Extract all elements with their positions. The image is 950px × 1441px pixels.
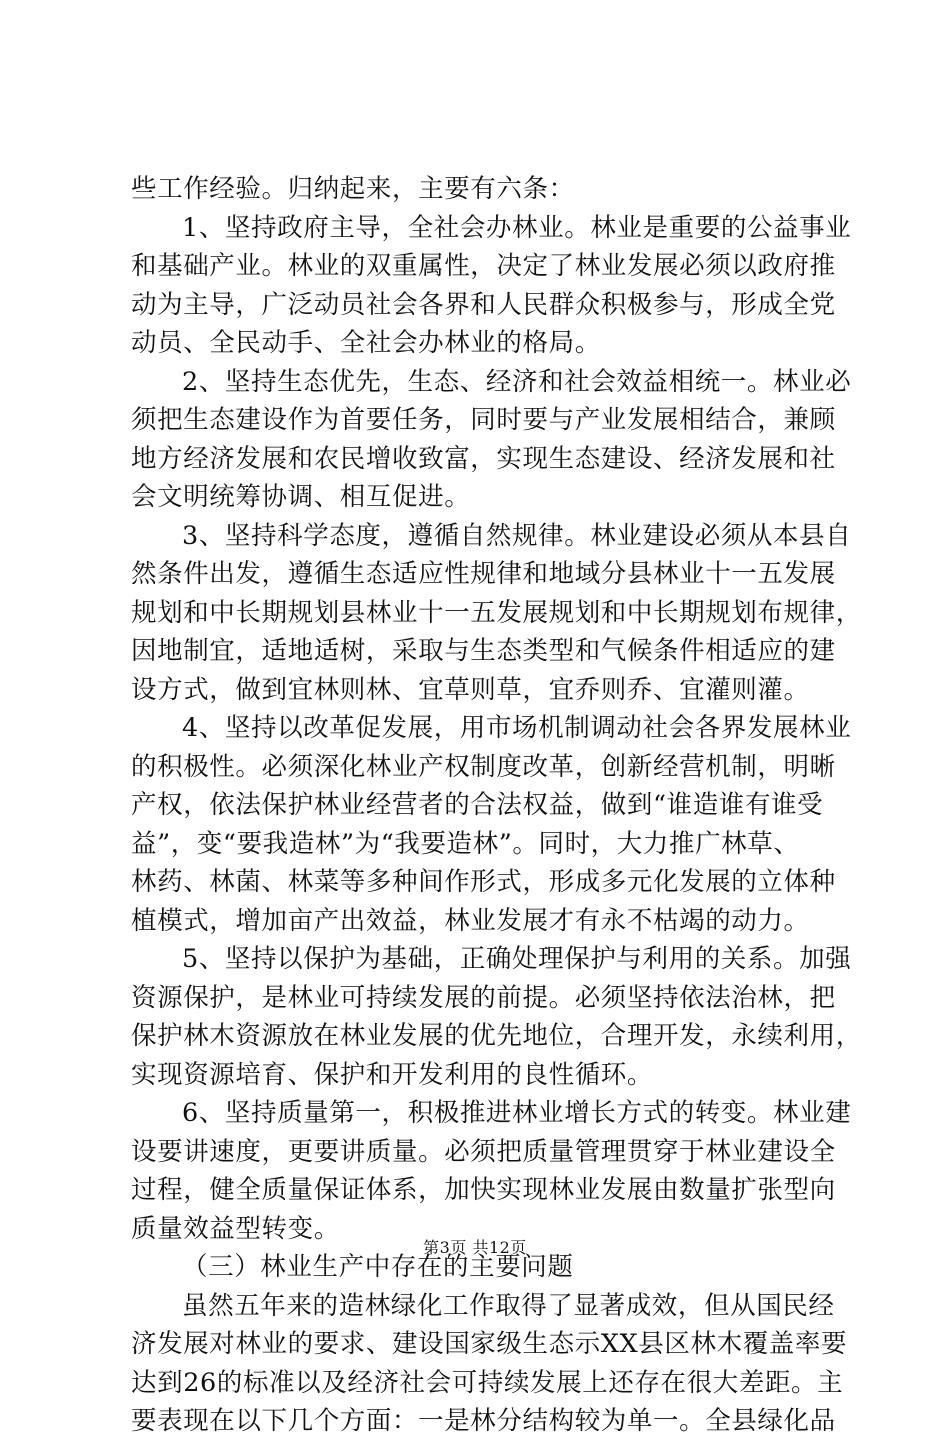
text-line: 地方经济发展和农民增收致富，实现生态建设、经济发展和社 [131, 443, 836, 474]
text-line: 的积极性。必须深化林业产权制度改革，创新经营机制，明晰 [131, 751, 836, 782]
text-line: （三）林业生产中存在的主要问题 [182, 1252, 574, 1282]
text-line: 植模式，增加亩产出效益，林业发展才有永不枯竭的动力。 [131, 905, 810, 936]
text-line: 林药、林菌、林菜等多种间作形式，形成多元化发展的立体种 [131, 867, 836, 897]
text-line: 5、坚持以保护为基础，正确处理保护与利用的关系。加强 [182, 944, 852, 974]
text-line: 因地制宜，适地适树，采取与生态类型和气候条件相适应的建 [131, 636, 836, 666]
page-footer: 第3页 共12页 [423, 1238, 527, 1257]
text-line: 过程，健全质量保证体系，加快实现林业发展由数量扩张型向 [131, 1175, 836, 1205]
text-line: 达到26的标准以及经济社会可持续发展上还存在很大差距。主 [131, 1367, 844, 1398]
text-line: 虽然五年来的造林绿化工作取得了显著成效，但从国民经 [182, 1290, 835, 1321]
text-line: 会文明统筹协调、相互促进。 [131, 482, 471, 512]
text-line: 1、坚持政府主导，全社会办林业。林业是重要的公益事业 [182, 212, 852, 243]
text-line: 保护林木资源放在林业发展的优先地位，合理开发，永续利用， [131, 1021, 862, 1051]
text-line: 要表现在以下几个方面：一是林分结构较为单一。全县绿化品 [131, 1406, 836, 1436]
text-line: 动为主导，广泛动员社会各界和人民群众积极参与，形成全党 [131, 289, 836, 320]
text-line: 资源保护，是林业可持续发展的前提。必须坚持依法治林，把 [131, 982, 836, 1013]
text-line: 济发展对林业的要求、建设国家级生态示XX县区林木覆盖率要 [131, 1329, 848, 1359]
text-line: 然条件出发，遵循生态适应性规律和地域分县林业十一五发展 [131, 559, 836, 589]
text-line: 和基础产业。林业的双重属性，决定了林业发展必须以政府推 [131, 251, 836, 281]
text-line: 益”，变“要我造林”为“我要造林”。同时，大力推广林草、 [131, 828, 800, 859]
text-line: 些工作经验。归纳起来，主要有六条： [131, 174, 575, 204]
text-line: 4、坚持以改革促发展，用市场机制调动社会各界发展林业 [182, 713, 852, 743]
text-line: 须把生态建设作为首要任务，同时要与产业发展相结合，兼顾 [131, 405, 836, 435]
text-line: 规划和中长期规划县林业十一五发展规划和中长期规划布规律， [131, 597, 862, 628]
text-line: 动员、全民动手、全社会办林业的格局。 [131, 328, 601, 358]
text-line: 实现资源培育、保护和开发利用的良性循环。 [131, 1059, 654, 1090]
text-line: 设方式，做到宜林则林、宜草则草，宜乔则乔、宜灌则灌。 [131, 674, 810, 705]
text-line: 6、坚持质量第一，积极推进林业增长方式的转变。林业建 [182, 1098, 852, 1128]
text-line: 2、坚持生态优先，生态、经济和社会效益相统一。林业必 [182, 366, 852, 397]
text-line: 设要讲速度，更要讲质量。必须把质量管理贯穿于林业建设全 [131, 1136, 836, 1167]
text-line: 产权，依法保护林业经营者的合法权益，做到“谁造谁有谁受 [131, 790, 824, 820]
text-line: 3、坚持科学态度，遵循自然规律。林业建设必须从本县自 [182, 520, 852, 551]
text-line: 质量效益型转变。 [131, 1213, 340, 1244]
